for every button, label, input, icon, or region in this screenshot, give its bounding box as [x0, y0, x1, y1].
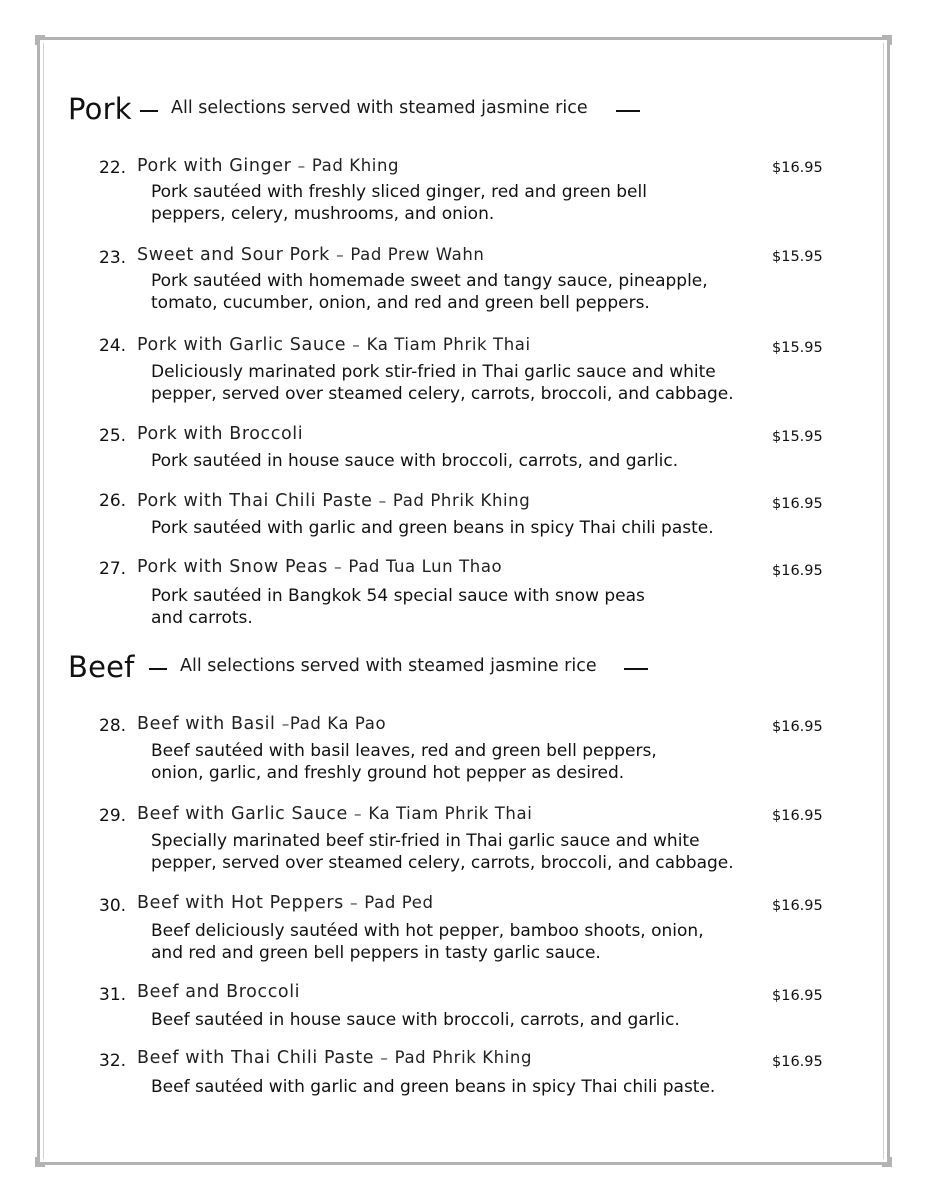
item-price: $15.95 [772, 429, 823, 445]
corner-ornament [35, 35, 45, 45]
item-price: $15.95 [772, 249, 823, 265]
item-description: Beef sautéed in house sauce with broccoli, carrots, and garlic. [151, 1010, 680, 1030]
item-number: 27. [99, 559, 127, 579]
item-price: $16.95 [772, 160, 823, 176]
item-description: Deliciously marinated pork stir-fried in Thai garlic sauce and white pepper, served over steamed celery, carrots, broccoli, and cabbage. [151, 362, 734, 404]
item-description: Pork sautéed with freshly sliced ginger, red and green bell peppers, celery, mushrooms, and onion. [151, 182, 647, 224]
item-price: $16.95 [772, 719, 823, 735]
item-description: Beef deliciously sautéed with hot pepper, bamboo shoots, onion, and red and green bell peppers in tasty garlic sauce. [151, 921, 704, 963]
item-description: Pork sautéed with homemade sweet and tangy sauce, pineapple, tomato, cucumber, onion, and red and green bell peppers. [151, 271, 708, 313]
section-note: All selections served with steamed jasmine rice [171, 98, 588, 118]
corner-ornament [882, 1157, 892, 1167]
item-name: Pork with Broccoli [137, 424, 304, 444]
item-name: Beef with Basil –Pad Ka Pao [137, 714, 387, 734]
section-beef [68, 650, 848, 1097]
item-price: $16.95 [772, 563, 823, 579]
item-price: $16.95 [772, 988, 823, 1004]
item-description: Beef sautéed with garlic and green beans in spicy Thai chili paste. [151, 1077, 716, 1097]
section-header [68, 650, 848, 690]
item-number: 26. [99, 491, 127, 511]
corner-ornament [882, 35, 892, 45]
item-name: Beef and Broccoli [137, 982, 301, 1002]
item-number: 28. [99, 716, 127, 736]
section-note: All selections served with steamed jasmine rice [180, 656, 597, 676]
item-price: $16.95 [772, 496, 823, 512]
item-name: Sweet and Sour Pork – Pad Prew Wahn [137, 245, 485, 265]
section-title: Beef [68, 650, 135, 684]
note-dash [624, 668, 648, 670]
item-description: Pork sautéed in Bangkok 54 special sauce with snow peas and carrots. [151, 586, 645, 628]
item-name: Beef with Garlic Sauce – Ka Tiam Phrik Thai [137, 804, 533, 824]
item-price: $16.95 [772, 808, 823, 824]
section-header [68, 92, 848, 132]
item-price: $16.95 [772, 898, 823, 914]
item-description: Specially marinated beef stir-fried in Thai garlic sauce and white pepper, served over steamed celery, carrots, broccoli, and cabbage. [151, 831, 734, 873]
item-number: 31. [99, 985, 127, 1005]
item-number: 32. [99, 1051, 127, 1071]
item-price: $16.95 [772, 1054, 823, 1070]
item-description: Beef sautéed with basil leaves, red and green bell peppers, onion, garlic, and freshly ground hot pepper as desired. [151, 741, 657, 783]
item-name: Pork with Ginger – Pad Khing [137, 156, 400, 176]
item-price: $15.95 [772, 340, 823, 356]
item-name: Beef with Hot Peppers – Pad Ped [137, 893, 434, 913]
item-description: Pork sautéed in house sauce with broccoli, carrots, and garlic. [151, 451, 679, 471]
item-name: Pork with Thai Chili Paste – Pad Phrik Khing [137, 491, 531, 511]
section-title: Pork [68, 92, 132, 126]
item-number: 29. [99, 806, 127, 826]
item-number: 23. [99, 248, 127, 268]
item-name: Pork with Snow Peas – Pad Tua Lun Thao [137, 557, 503, 577]
title-dash [149, 668, 167, 670]
section-pork [68, 92, 848, 628]
item-name: Pork with Garlic Sauce – Ka Tiam Phrik Thai [137, 335, 531, 355]
note-dash [616, 110, 640, 112]
title-dash [140, 110, 158, 112]
corner-ornament [35, 1157, 45, 1167]
item-description: Pork sautéed with garlic and green beans in spicy Thai chili paste. [151, 518, 714, 538]
item-number: 25. [99, 426, 127, 446]
item-name: Beef with Thai Chili Paste – Pad Phrik Khing [137, 1048, 533, 1068]
item-number: 24. [99, 336, 127, 356]
item-number: 22. [99, 158, 127, 178]
item-number: 30. [99, 896, 127, 916]
